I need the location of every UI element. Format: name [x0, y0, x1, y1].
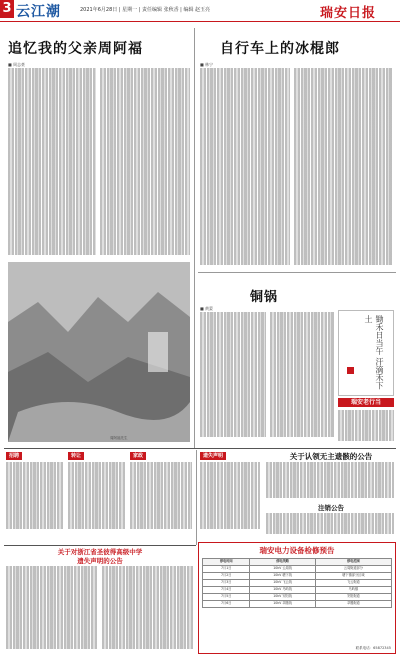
father-text-col2 — [100, 68, 190, 258]
pot-text-col1 — [200, 312, 266, 442]
notice-block-a — [200, 462, 260, 532]
seal-stamp — [347, 367, 354, 374]
section-name: 云江潮 — [16, 4, 61, 20]
school-notice-col1 — [6, 566, 98, 652]
cancel-notice-text — [266, 513, 394, 539]
outage-table — [202, 558, 392, 608]
outage-title: 瑞安电力设备检修预告 — [259, 546, 335, 555]
calligraphy-box — [338, 310, 394, 396]
classifieds-label-b: 转让 — [68, 452, 84, 460]
outage-header: 停电时间 — [203, 559, 250, 566]
table-row: 7月3日 10kV 飞云线 飞云街道 — [203, 580, 392, 587]
land-notice-text — [266, 462, 394, 502]
table-row: 7月2日 10kV 塘下线 塘下镇部分区域 — [203, 573, 392, 580]
column-divider — [194, 28, 195, 448]
school-notice-col2 — [102, 566, 194, 652]
land-notice-title: 关于认领无主遗骸的公告 — [289, 452, 373, 461]
pot-text-col2 — [270, 312, 334, 442]
table-row: 7月6日 10kV 莘塍线 莘塍街道 — [203, 601, 392, 608]
cancel-notice-title: 注销公告 — [318, 504, 344, 512]
pot-byline: ■ 黄蒙 — [200, 306, 214, 311]
header-info: 2021年6月28日 | 星期一 | 责任编辑 张秋香 | 编辑 赵玉亮 — [80, 7, 211, 13]
bicycle-text-col1 — [200, 68, 290, 268]
column-text — [338, 410, 394, 444]
calligraphy-text: 锄禾日当午 汗滴禾下土 — [364, 315, 384, 390]
lower-divider — [4, 545, 196, 546]
column-tag: 瑞安老行当 — [338, 398, 394, 407]
classifieds-block-b — [68, 462, 126, 532]
school-notice-subtitle: 遗失声明的公告 — [77, 557, 123, 565]
section-divider — [4, 448, 396, 449]
classifieds-label-c: 家政 — [130, 452, 146, 460]
table-row: 7月1日 10kV 云周线 云周街道部分 — [203, 566, 392, 573]
school-notice-title: 关于对浙江省圣彼得高级中学 — [57, 548, 143, 556]
page-number: 3 — [0, 0, 14, 18]
father-byline: ■ 周志豪 — [8, 62, 26, 67]
bicycle-article-title: 自行车上的冰棍郎 — [220, 41, 340, 57]
masthead — [0, 0, 400, 22]
bicycle-byline: ■ 林宁 — [200, 62, 214, 67]
bicycle-text-col2 — [294, 68, 392, 268]
classifieds-label-a: 招聘 — [6, 452, 22, 460]
classifieds-divider — [196, 450, 197, 545]
classifieds-block-a — [6, 462, 64, 532]
newspaper-logo: 瑞安日报 — [320, 6, 377, 21]
pot-article-title: 铜锅 — [250, 290, 279, 305]
photo-caption: 周阿福先生 — [110, 436, 128, 440]
outage-notice — [198, 542, 396, 654]
outage-header: 停电范围 — [315, 559, 391, 566]
classifieds-block-c — [130, 462, 192, 532]
table-row: 7月4日 10kV 马屿线 马屿镇 — [203, 587, 392, 594]
table-row: 7月5日 10kV 安阳线 安阳街道 — [203, 594, 392, 601]
article-divider — [198, 272, 396, 273]
outage-contact: 联系电话：65872345 — [355, 646, 391, 650]
father-text-col1 — [8, 68, 96, 258]
article-photo — [8, 262, 190, 442]
outage-header: 停电线路 — [250, 559, 315, 566]
father-article-title: 追忆我的父亲周阿福 — [8, 41, 143, 57]
classifieds-label-d: 遗失声明 — [200, 452, 226, 460]
